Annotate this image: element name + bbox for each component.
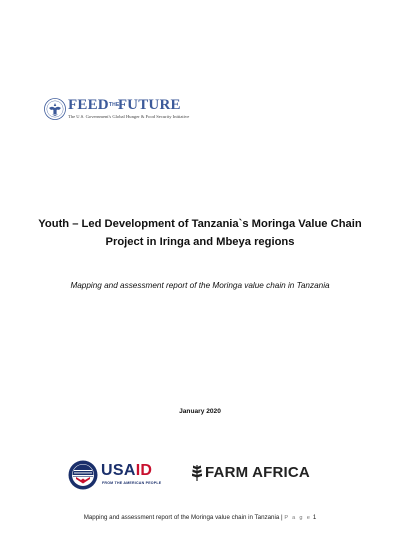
footer-page-number: 1 <box>312 514 317 521</box>
feed-the-future-wordmark: FEEDTHEFUTURE <box>68 97 181 113</box>
usaid-logo <box>68 460 168 492</box>
page-footer <box>0 514 400 521</box>
feed-the-future-tagline: The U.S. Government's Global Hunger & Food Security Initiative <box>68 114 190 119</box>
report-subtitle: Mapping and assessment report of the Moringa value chain in Tanzania <box>70 281 330 290</box>
wheat-icon <box>191 465 203 481</box>
footer-text: Mapping and assessment report of the Moringa value chain in Tanzania | <box>83 514 283 521</box>
report-date: January 2020 <box>179 408 221 415</box>
feed-the-future-logo <box>44 96 190 126</box>
farm-africa-wordmark: FARM AFRICA <box>205 464 310 481</box>
report-title-line-2: Project in Iringa and Mbeya regions <box>105 236 295 248</box>
usaid-subtext: FROM THE AMERICAN PEOPLE <box>102 481 162 485</box>
usaid-seal-icon <box>68 460 98 490</box>
footer-page-label: P a g e <box>284 515 312 521</box>
report-title-line-1: Youth – Led Development of Tanzania`s Moringa Value Chain <box>38 218 362 230</box>
usaid-wordmark: USAID <box>101 462 153 479</box>
us-seal-icon <box>44 98 66 120</box>
